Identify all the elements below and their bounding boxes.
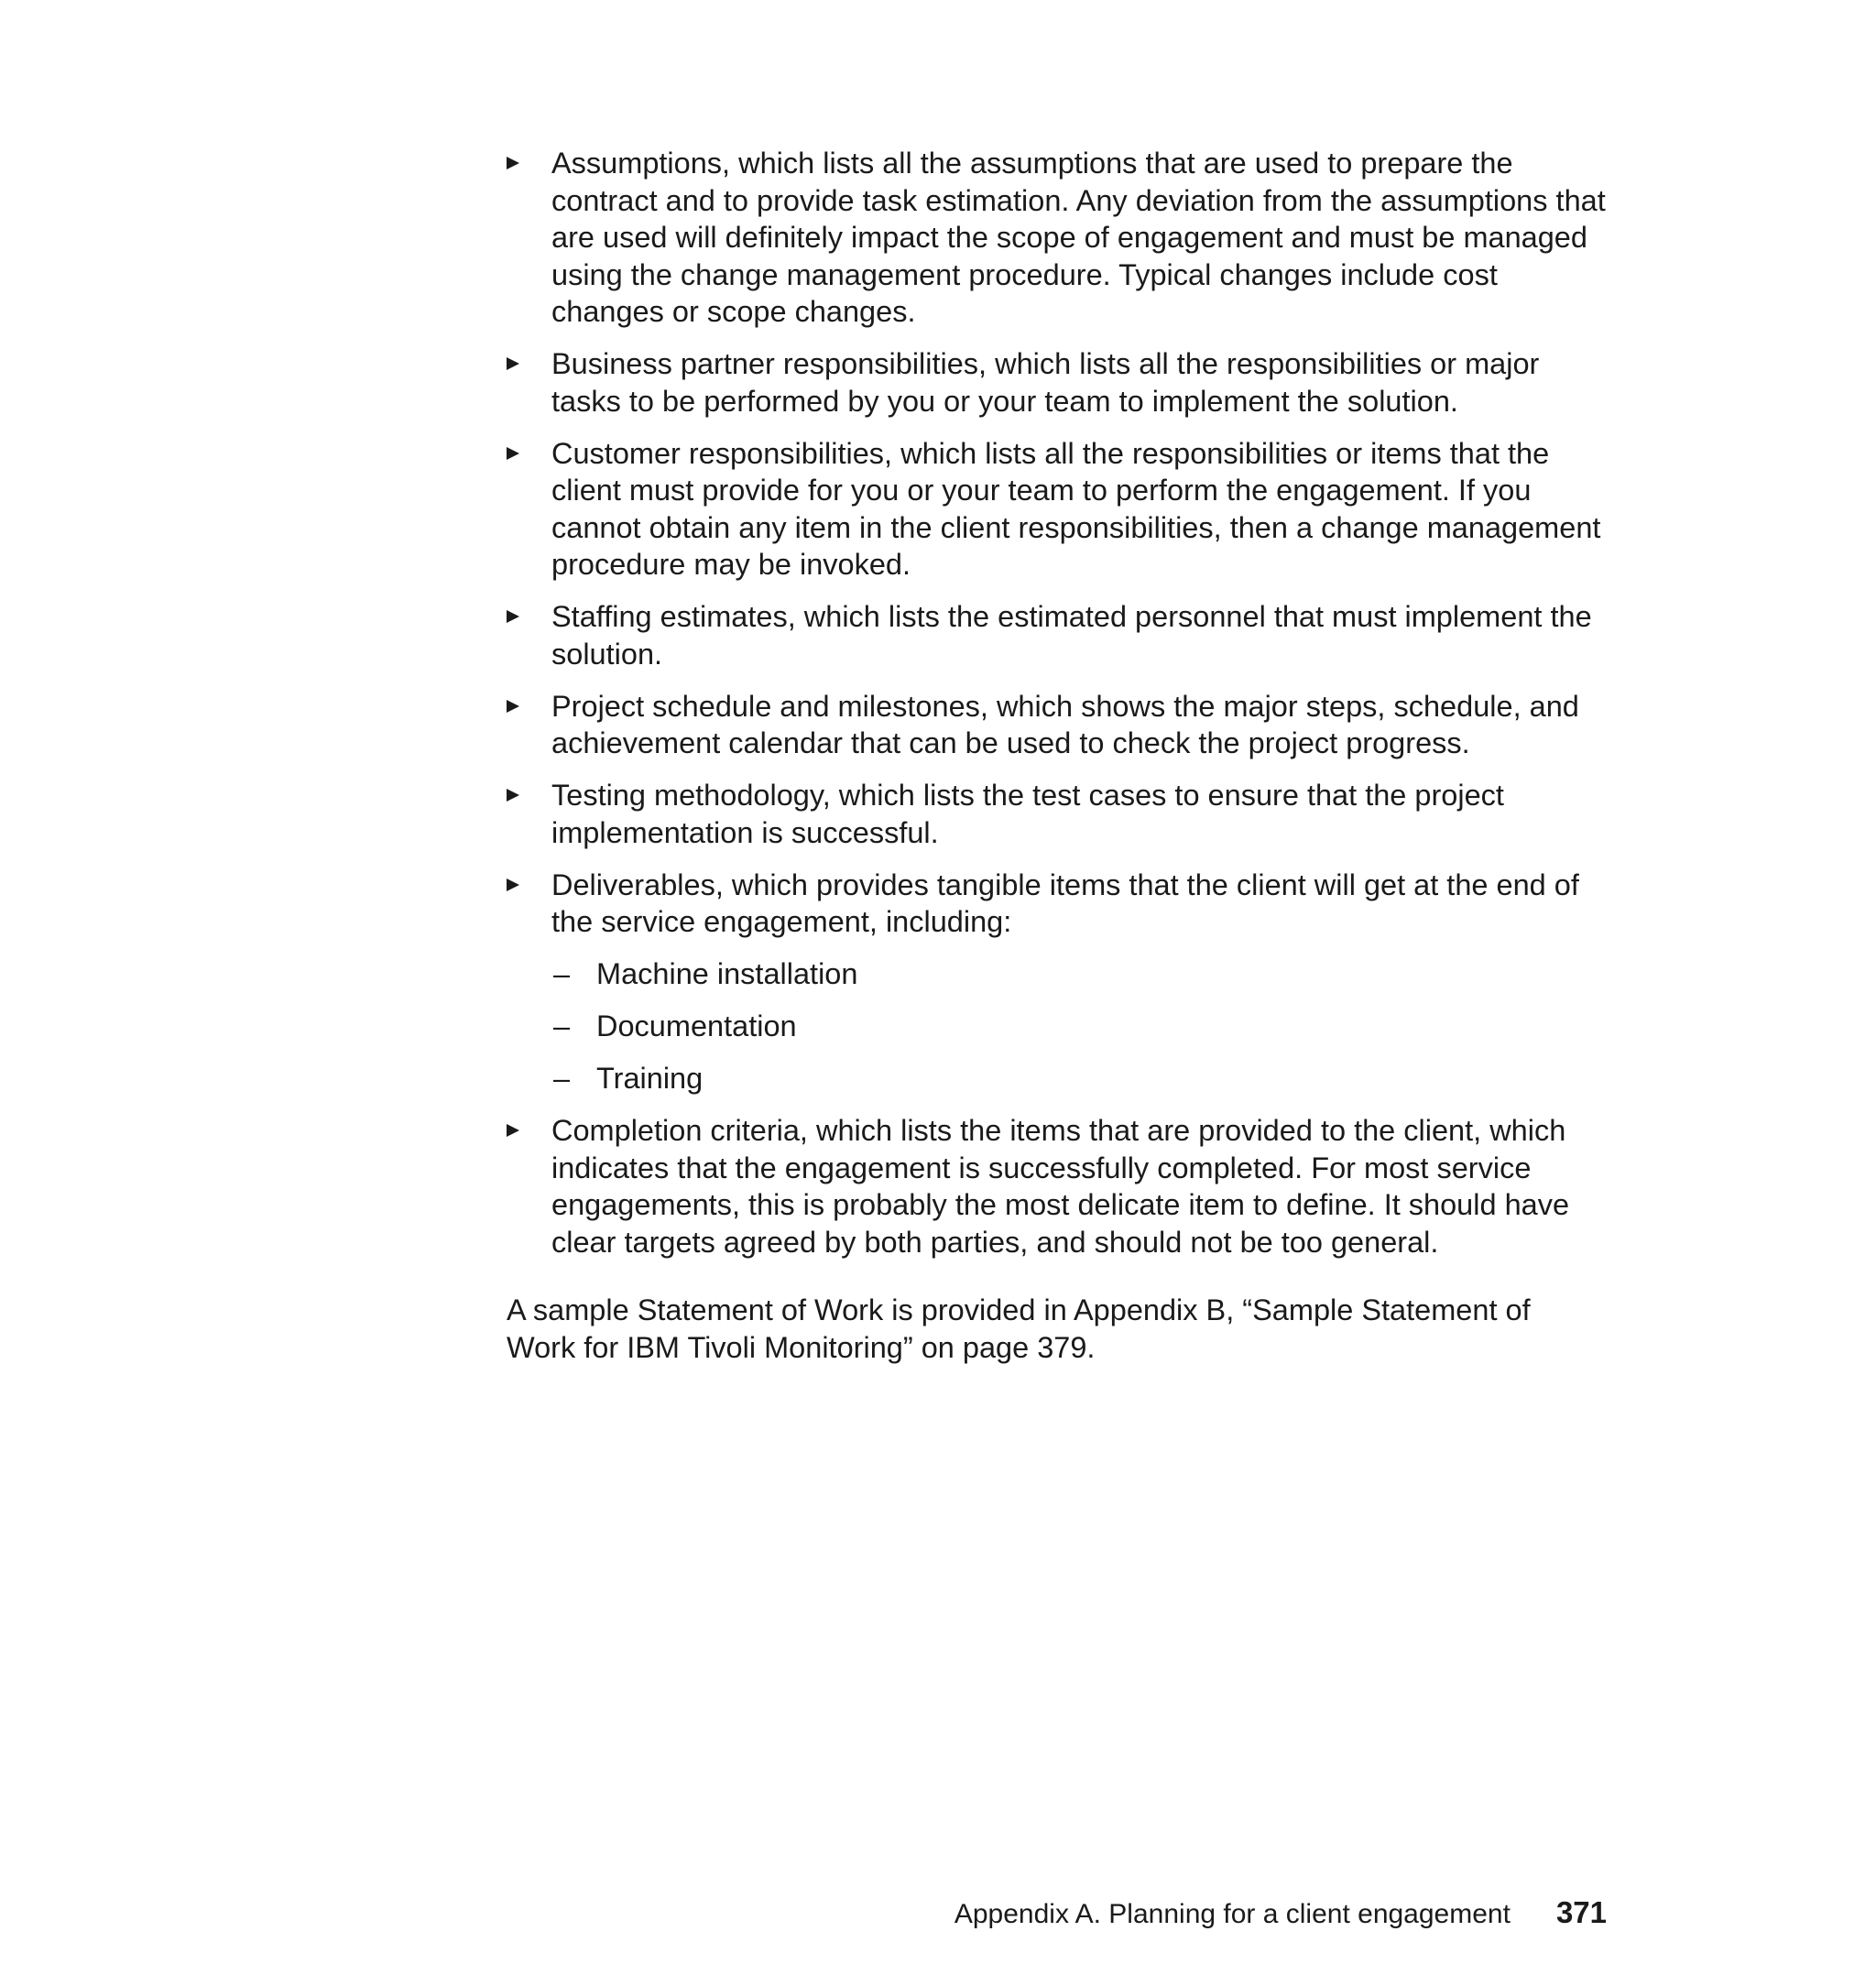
sublist-item-text: Documentation bbox=[596, 1009, 797, 1042]
list-item-completion-criteria bbox=[507, 1112, 1606, 1260]
list-item-text: Deliverables, which provides tangible items that the client will get at the end of the service engagement, including: bbox=[551, 868, 1579, 938]
page-number: 371 bbox=[1555, 1895, 1607, 1929]
list-item-text: Customer responsibilities, which lists all the responsibilities or items that the client must provide for you or your team to perform the engagement. If you cannot obtain any item in the client responsibilities, then a change management procedure may be invoked. bbox=[551, 436, 1601, 581]
triangle-bullet-icon bbox=[507, 1124, 519, 1137]
triangle-bullet-icon bbox=[507, 357, 519, 370]
list-item-text: Completion criteria, which lists the items that are provided to the client, which indicates that the engagement is successfully completed. For most service engagements, this is probably the most delicate item to define. It should have clear targets agreed by both parties, and should not be too general. bbox=[551, 1114, 1570, 1259]
sublist-item-training bbox=[551, 1060, 1606, 1097]
list-item-text: Assumptions, which lists all the assumptions that are used to prepare the contract and to provide task estimation. Any deviation from the assumptions that are used will definitely impact the scope of engagement and must be managed using the change management procedure. Typical changes include cost changes or scope changes. bbox=[551, 147, 1606, 328]
footer-chapter-title: Appendix A. Planning for a client engagement bbox=[954, 1899, 1511, 1929]
list-item-project-schedule bbox=[507, 688, 1606, 762]
dash-bullet: – bbox=[553, 1009, 571, 1042]
triangle-bullet-icon bbox=[507, 447, 519, 460]
sublist-item-text: Training bbox=[596, 1062, 704, 1095]
sublist-item-documentation bbox=[551, 1008, 1606, 1045]
dash-bullet: – bbox=[553, 957, 571, 990]
page-footer bbox=[954, 1896, 1607, 1931]
list-item-business-partner-responsibilities bbox=[507, 345, 1606, 420]
closing-paragraph: A sample Statement of Work is provided in Appendix B, “Sample Statement of Work for IBM Tivoli Monitoring” on page 379. bbox=[507, 1293, 1531, 1364]
requirements-list bbox=[507, 145, 1606, 1260]
list-item-assumptions bbox=[507, 145, 1606, 331]
deliverables-sublist bbox=[551, 955, 1606, 1097]
list-item-text: Staffing estimates, which lists the estimated personnel that must implement the solution. bbox=[551, 600, 1592, 671]
triangle-bullet-icon bbox=[507, 157, 519, 169]
triangle-bullet-icon bbox=[507, 700, 519, 713]
sublist-item-machine-installation bbox=[551, 955, 1606, 993]
list-item-text: Business partner responsibilities, which lists all the responsibilities or major tasks to be performed by you or your team to implement the solution. bbox=[551, 347, 1540, 418]
list-item-staffing-estimates bbox=[507, 598, 1606, 672]
triangle-bullet-icon bbox=[507, 610, 519, 623]
list-item-customer-responsibilities bbox=[507, 435, 1606, 584]
list-item-text: Project schedule and milestones, which shows the major steps, schedule, and achievement calendar that can be used to check the project progress. bbox=[551, 689, 1579, 759]
triangle-bullet-icon bbox=[507, 789, 519, 802]
triangle-bullet-icon bbox=[507, 878, 519, 891]
sublist-item-text: Machine installation bbox=[596, 957, 858, 990]
list-item-text: Testing methodology, which lists the test cases to ensure that the project implementation is successful. bbox=[551, 779, 1504, 849]
dash-bullet: – bbox=[553, 1062, 571, 1095]
list-item-testing-methodology bbox=[507, 777, 1606, 851]
list-item-deliverables bbox=[507, 867, 1606, 1097]
page-body bbox=[507, 145, 1606, 1366]
